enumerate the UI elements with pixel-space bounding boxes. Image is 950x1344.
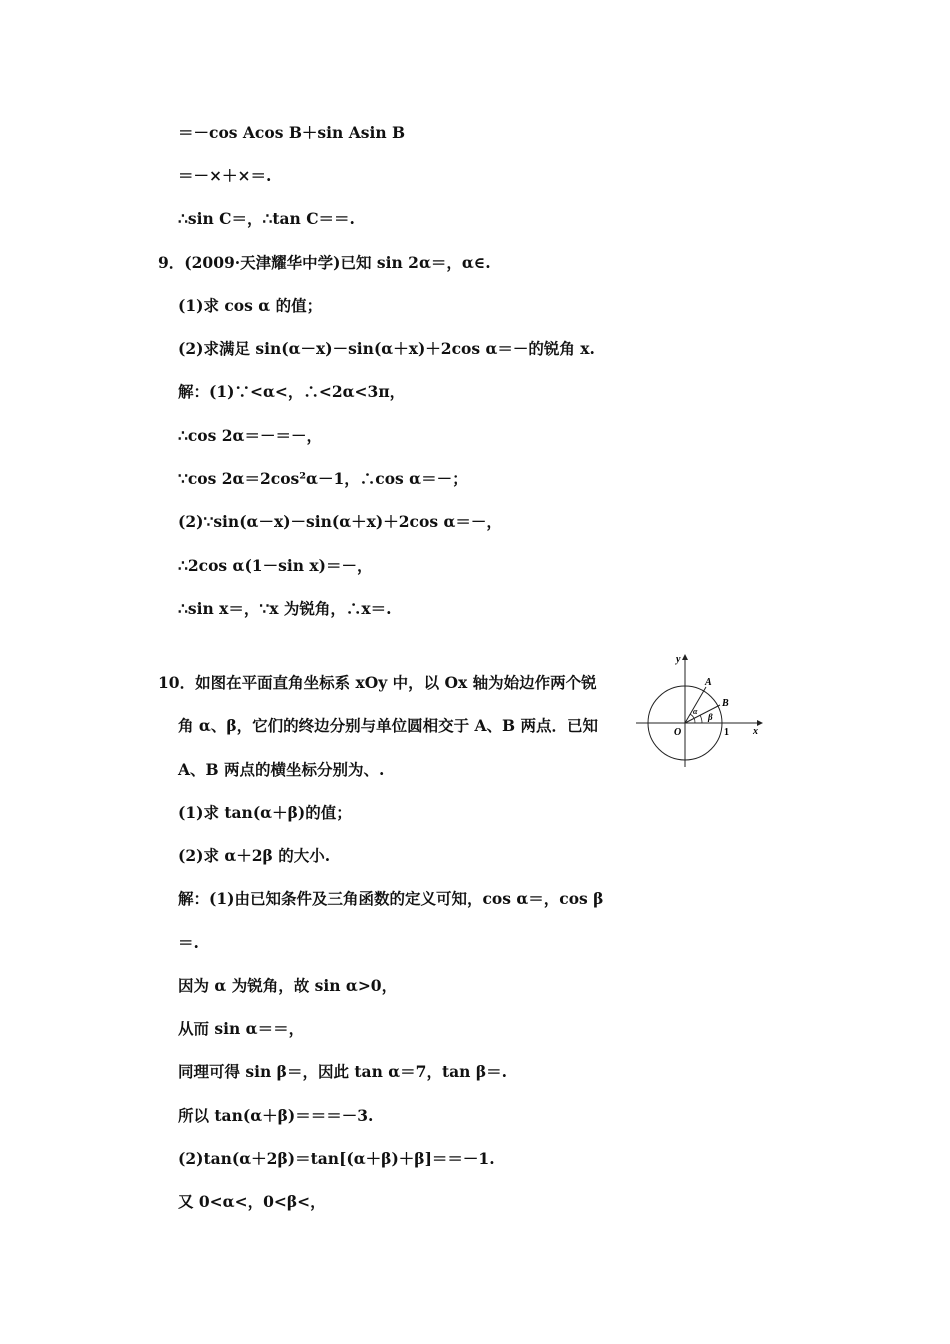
text-line: ∴2cos α(1－sin x)＝－，: [178, 556, 373, 575]
text-line: (2)求 α＋2β 的大小.: [178, 846, 331, 865]
x-axis-label: x: [753, 726, 758, 737]
text-line: ∴sin x＝，∵x 为锐角，∴x＝.: [178, 599, 392, 618]
text-line: ∴sin C＝，∴tan C＝＝.: [178, 209, 355, 228]
text-line: ＝.: [178, 933, 199, 952]
text-line: ＝－×＋×＝.: [178, 166, 272, 185]
y-axis-label: y: [676, 654, 681, 665]
text-line: (1)求 tan(α＋β)的值；: [178, 803, 352, 822]
unit-circle-figure: [632, 647, 768, 773]
unit-label: 1: [724, 727, 729, 738]
text-line: 解：(1)由已知条件及三角函数的定义可知，cos α＝，cos β: [178, 889, 604, 908]
text-line: ∵cos 2α＝2cos²α－1，∴cos α＝－；: [178, 469, 468, 488]
beta-arc: [700, 715, 702, 723]
text-line: (1)求 cos α 的值；: [178, 296, 323, 315]
beta-label: β: [708, 712, 713, 722]
text-line: ＝－cos Acos B＋sin Asin B: [178, 123, 406, 142]
text-line: (2)求满足 sin(α－x)－sin(α＋x)＋2cos α＝－的锐角 x.: [178, 339, 595, 358]
text-line: A、B 两点的横坐标分别为、.: [178, 760, 385, 779]
point-b-label: B: [722, 698, 729, 709]
alpha-label: α: [693, 707, 698, 716]
text-line: (2)tan(α＋2β)＝tan[(α＋β)＋β]＝＝－1.: [178, 1149, 495, 1168]
text-line: 角 α、β，它们的终边分别与单位圆相交于 A、B 两点．已知: [178, 716, 599, 735]
origin-label: O: [674, 727, 682, 738]
text-line: 所以 tan(α＋β)＝＝＝－3.: [178, 1106, 374, 1125]
text-line: ∴cos 2α＝－＝－，: [178, 426, 322, 445]
text-line: (2)∵sin(α－x)－sin(α＋x)＋2cos α＝－，: [178, 512, 502, 531]
text-line: 又 0<α<，0<β<，: [178, 1192, 326, 1211]
problem-9-title: 9．(2009·天津耀华中学)已知 sin 2α＝，α∈.: [158, 253, 491, 272]
text-line: 同理可得 sin β＝，因此 tan α＝7，tan β＝.: [178, 1062, 508, 1081]
text-line: 解：(1)∵<α<，∴<2α<3π，: [178, 382, 406, 401]
text-line: 从而 sin α＝＝，: [178, 1019, 305, 1038]
problem-10-title: 10．如图在平面直角坐标系 xOy 中，以 Ox 轴为始边作两个锐: [158, 673, 597, 692]
text-line: 因为 α 为锐角，故 sin α>0，: [178, 976, 398, 995]
point-a-label: A: [705, 677, 712, 688]
